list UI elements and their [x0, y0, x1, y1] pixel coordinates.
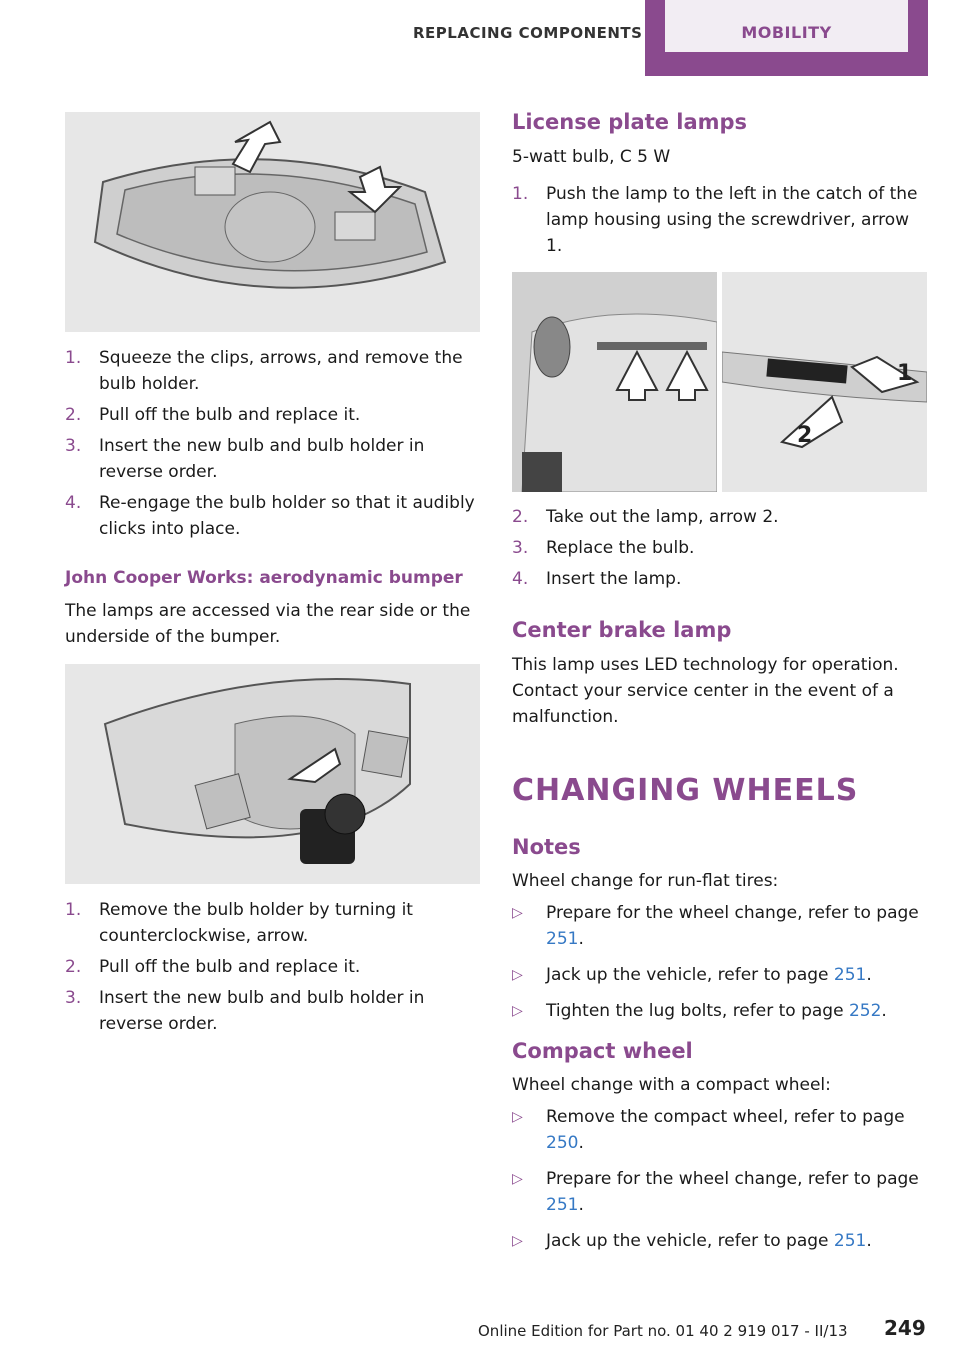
- list-item: [512, 504, 927, 530]
- edition-footer: Online Edition for Part no. 01 40 2 919 017 - II/13: [478, 1322, 848, 1340]
- step-text: Push the lamp to the left in the catch of the lamp housing using the screwdriver, arrow 1.: [546, 184, 918, 256]
- list-item: [512, 535, 927, 561]
- changing-wheels-heading: CHANGING WHEELS: [512, 773, 859, 808]
- list-item: [65, 954, 480, 980]
- step-text: Insert the new bulb and bulb holder in reverse order.: [99, 436, 425, 482]
- license-heading: License plate lamps: [512, 110, 748, 134]
- chapter-tab[interactable]: [645, 0, 928, 76]
- tail-lamp-figure: [65, 112, 480, 332]
- bullet-triangle-icon: ▷: [512, 1109, 523, 1125]
- step-number: 1.: [65, 900, 82, 920]
- steps-list-c1: [512, 181, 927, 264]
- step-text: Pull off the bulb and replace it.: [99, 405, 361, 425]
- item-punct: .: [866, 1231, 872, 1251]
- item-text: Tighten the lug bolts, refer to page: [546, 1001, 849, 1021]
- page-link[interactable]: 252: [848, 1001, 882, 1021]
- license-spec: 5-watt bulb, C 5 W: [512, 147, 671, 167]
- step-text: Pull off the bulb and replace it.: [99, 957, 361, 977]
- list-item: [512, 998, 927, 1024]
- step-number: 2.: [512, 507, 529, 527]
- step-number: 3.: [65, 988, 82, 1008]
- notes-list: [512, 900, 927, 1034]
- step-text: Remove the bulb holder by turning it counterclockwise, arrow.: [99, 900, 413, 946]
- list-item: [65, 402, 480, 428]
- item-text: Jack up the vehicle, refer to page: [546, 965, 834, 985]
- bullet-triangle-icon: ▷: [512, 905, 523, 921]
- step-number: 1.: [512, 184, 529, 204]
- car-rear-figure: [512, 272, 717, 492]
- item-text: Prepare for the wheel change, refer to page: [546, 1169, 919, 1189]
- jcw-heading: John Cooper Works: aerodynamic bumper: [65, 568, 463, 588]
- steps-list-b: [65, 897, 480, 1042]
- page-link[interactable]: 251: [833, 965, 867, 985]
- step-text: Replace the bulb.: [546, 538, 695, 558]
- page-link[interactable]: 251: [833, 1231, 867, 1251]
- page-link[interactable]: 250: [546, 1133, 579, 1153]
- bullet-triangle-icon: ▷: [512, 1233, 523, 1249]
- steps-list-a: [65, 345, 480, 547]
- item-punct: .: [881, 1001, 887, 1021]
- step-text: Insert the lamp.: [546, 569, 682, 589]
- list-item: [512, 900, 927, 952]
- item-punct: .: [578, 1133, 584, 1153]
- step-number: 2.: [65, 405, 82, 425]
- step-text: Squeeze the clips, arrows, and remove the bulb holder.: [99, 348, 463, 394]
- bullet-triangle-icon: ▷: [512, 1003, 523, 1019]
- item-text: Prepare for the wheel change, refer to page: [546, 903, 919, 923]
- step-text: Take out the lamp, arrow 2.: [546, 507, 779, 527]
- page-link[interactable]: 251: [546, 1195, 579, 1215]
- center-brake-heading: Center brake lamp: [512, 618, 732, 642]
- list-item: [65, 985, 480, 1037]
- list-item: [512, 181, 927, 259]
- item-text: Remove the compact wheel, refer to page: [546, 1107, 905, 1127]
- list-item: [65, 490, 480, 542]
- item-punct: .: [578, 929, 584, 949]
- bullet-triangle-icon: ▷: [512, 1171, 523, 1187]
- compact-list: [512, 1104, 927, 1264]
- list-item: [512, 962, 927, 988]
- compact-intro: Wheel change with a compact wheel:: [512, 1075, 831, 1095]
- figure-label-1: 1: [897, 361, 913, 386]
- steps-list-c2: [512, 504, 927, 597]
- list-item: [512, 566, 927, 592]
- step-number: 4.: [512, 569, 529, 589]
- step-number: 1.: [65, 348, 82, 368]
- step-number: 3.: [65, 436, 82, 456]
- bullet-triangle-icon: ▷: [512, 967, 523, 983]
- jcw-text: The lamps are accessed via the rear side or the underside of the bumper.: [65, 601, 471, 647]
- chapter-tab-label: MOBILITY: [665, 0, 908, 52]
- item-text: Jack up the vehicle, refer to page: [546, 1231, 834, 1251]
- bumper-lamp-figure: [65, 664, 480, 884]
- list-item: [65, 897, 480, 949]
- step-text: Re-engage the bulb holder so that it audibly clicks into place.: [99, 493, 475, 539]
- list-item: [512, 1104, 927, 1156]
- step-number: 2.: [65, 957, 82, 977]
- list-item: [65, 433, 480, 485]
- section-title: REPLACING COMPONENTS: [413, 24, 643, 42]
- license-lamp-figure: [722, 272, 927, 492]
- step-number: 4.: [65, 493, 82, 513]
- page-link[interactable]: 251: [546, 929, 579, 949]
- notes-intro: Wheel change for run-flat tires:: [512, 871, 779, 891]
- step-number: 3.: [512, 538, 529, 558]
- list-item: [65, 345, 480, 397]
- figure-label-2: 2: [797, 423, 813, 448]
- step-text: Insert the new bulb and bulb holder in reverse order.: [99, 988, 425, 1034]
- center-brake-text: This lamp uses LED technology for operation. Contact your service center in the event of a malfunction.: [512, 655, 899, 727]
- page-number: 249: [884, 1316, 926, 1340]
- item-punct: .: [578, 1195, 584, 1215]
- item-punct: .: [866, 965, 872, 985]
- notes-heading: Notes: [512, 835, 581, 859]
- list-item: [512, 1228, 927, 1254]
- list-item: [512, 1166, 927, 1218]
- compact-wheel-heading: Compact wheel: [512, 1039, 693, 1063]
